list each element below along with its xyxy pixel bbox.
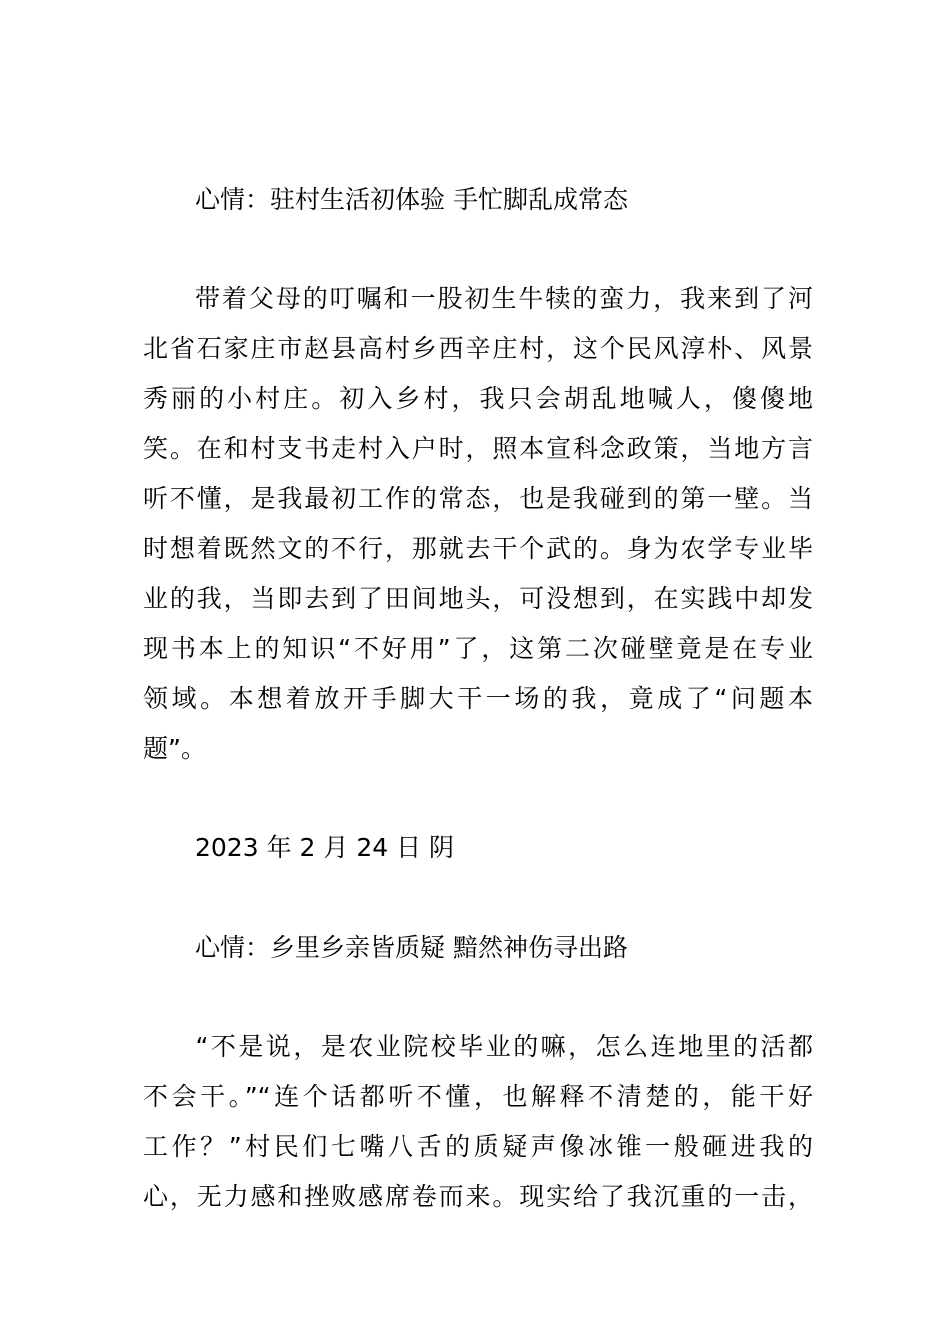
paragraph-line: “不是说，是农业院校毕业的嘛，怎么连地里的活都 [168, 1032, 813, 1061]
paragraph-line: 北省石家庄市赵县高村乡西辛庄村，这个民风淳朴、风景 [143, 334, 813, 363]
paragraph-line: 领域。本想着放开手脚大干一场的我，竟成了“问题本 [143, 684, 813, 713]
paragraph-line: 听不懂，是我最初工作的常态，也是我碰到的第一壁。当 [143, 484, 813, 513]
paragraph-line: 业的我，当即去到了田间地头，可没想到，在实践中却发 [143, 584, 813, 613]
paragraph-line: 题”。 [143, 734, 206, 763]
paragraph-line: 笑。在和村支书走村入户时，照本宣科念政策，当地方言 [143, 434, 813, 463]
mood-heading-2: 心情：乡里乡亲皆质疑 黯然神伤寻出路 [195, 933, 628, 962]
mood-heading-1: 心情：驻村生活初体验 手忙脚乱成常态 [195, 185, 628, 214]
paragraph-line: 心，无力感和挫败感席卷而来。现实给了我沉重的一击， [143, 1182, 813, 1211]
paragraph-line: 现书本上的知识“不好用”了，这第二次碰壁竟是在专业 [143, 634, 813, 663]
paragraph-line: 工作？”村民们七嘴八舌的质疑声像冰锥一般砸进我的 [143, 1132, 813, 1161]
paragraph-line: 带着父母的叮嘱和一股初生牛犊的蛮力，我来到了河 [168, 284, 813, 313]
paragraph-line: 时想着既然文的不行，那就去干个武的。身为农学专业毕 [143, 534, 813, 563]
paragraph-line: 秀丽的小村庄。初入乡村，我只会胡乱地喊人，傻傻地 [143, 384, 813, 413]
entry-date: 2023 年 2 月 24 日 阴 [195, 833, 455, 862]
paragraph-line: 不会干。”“连个话都听不懂，也解释不清楚的，能干好 [143, 1082, 813, 1111]
